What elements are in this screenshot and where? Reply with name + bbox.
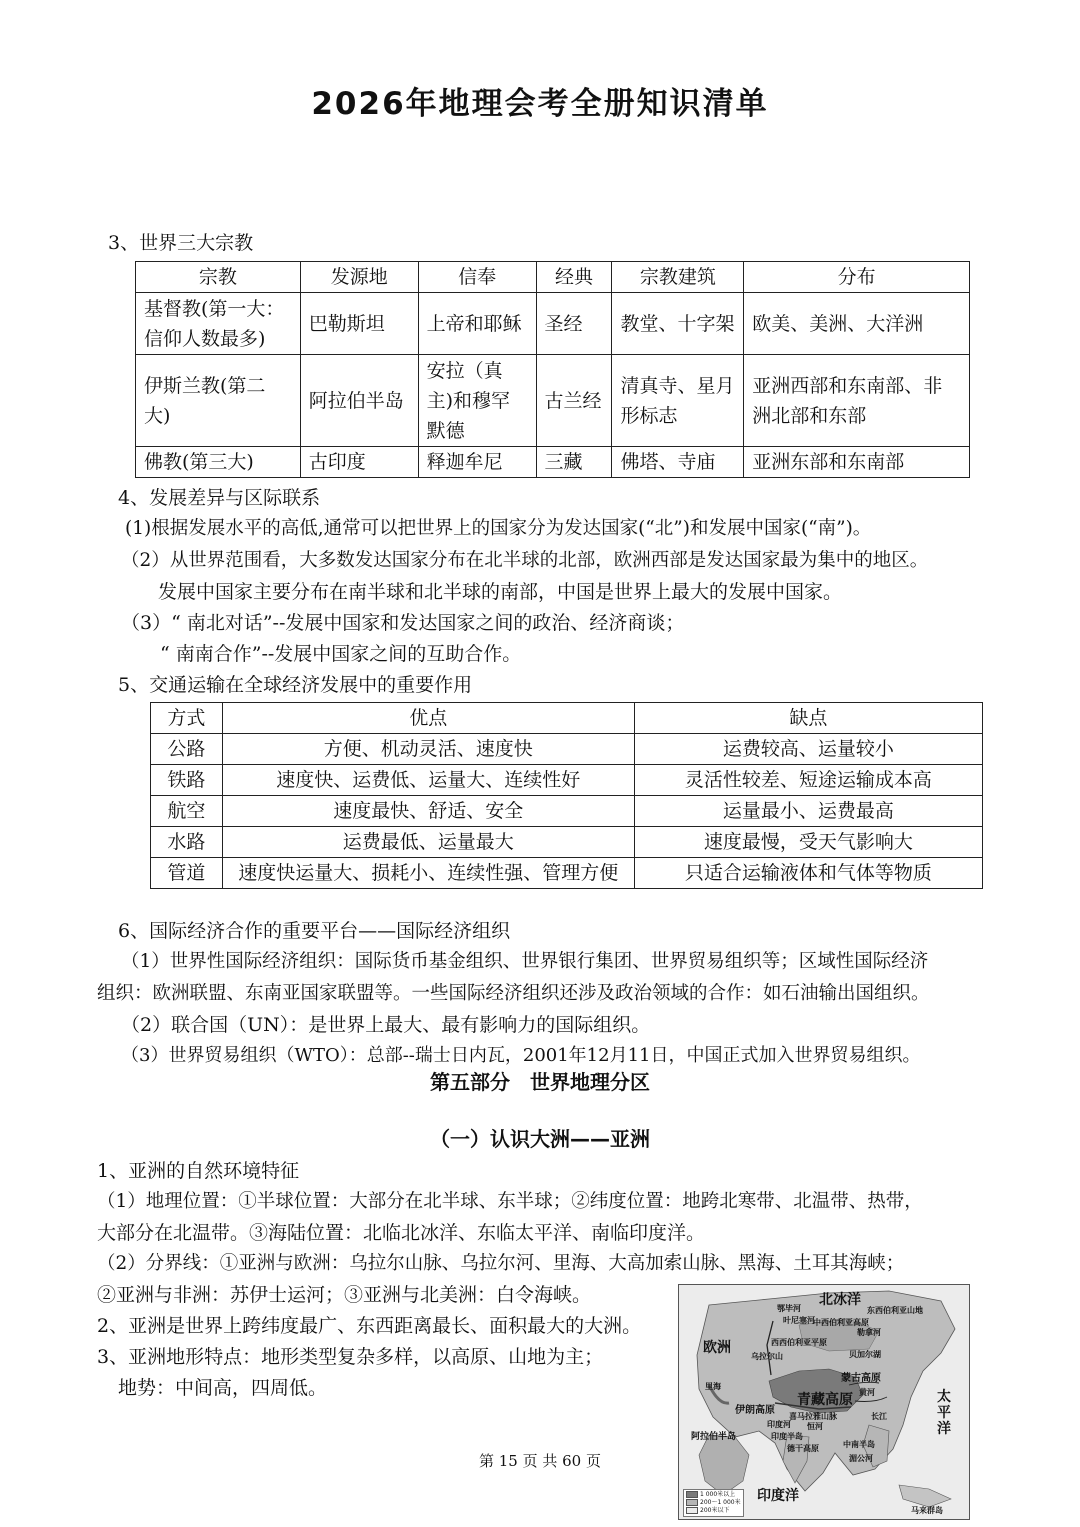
map-label: 喜马拉雅山脉 xyxy=(789,1412,837,1421)
header-pros: 优点 xyxy=(222,703,634,734)
cell: 管道 xyxy=(151,858,223,889)
header-building: 宗教建筑 xyxy=(612,262,744,293)
transport-table xyxy=(150,702,983,889)
map-label: 印度半岛 xyxy=(771,1432,803,1441)
cell: 速度快运量大、损耗小、连续性强、管理方便 xyxy=(222,858,634,889)
asia-line: 大部分在北温带。③海陆位置：北临北冰洋、东临太平洋、南临印度洋。 xyxy=(97,1222,706,1244)
map-label: 勒拿河 xyxy=(857,1328,881,1337)
cell: 速度快、运费低、运量大、连续性好 xyxy=(222,765,634,796)
table-row xyxy=(151,765,983,796)
asia-line: 3、亚洲地形特点：地形类型复杂多样，以高原、山地为主； xyxy=(97,1346,604,1368)
header-cons: 缺点 xyxy=(634,703,982,734)
cell: 欧美、美洲、大洋洲 xyxy=(744,293,970,355)
table-row xyxy=(136,447,970,478)
cell: 速度最快、舒适、安全 xyxy=(222,796,634,827)
map-label: 叶尼塞河 xyxy=(783,1316,815,1325)
asia-map xyxy=(678,1284,970,1520)
asia-line: （1）地理位置：①半球位置：大部分在北半球、东半球；②纬度位置：地跨北寒带、北温带、热带， xyxy=(97,1191,923,1212)
map-label: 阿拉伯半岛 xyxy=(691,1432,737,1442)
map-label: 太平洋 xyxy=(937,1389,951,1437)
cell: 基督教(第一大：信仰人数最多) xyxy=(136,293,301,355)
cell: 圣经 xyxy=(536,293,612,355)
cell: 古印度 xyxy=(300,447,418,478)
map-label: 恒河 xyxy=(807,1422,823,1431)
cell: 灵活性较差、短途运输成本高 xyxy=(634,765,982,796)
header-mode: 方式 xyxy=(151,703,223,734)
cell: 航空 xyxy=(151,796,223,827)
table-row xyxy=(151,827,983,858)
map-label: 湄公河 xyxy=(849,1454,873,1463)
cell: 只适合运输液体和气体等物质 xyxy=(634,858,982,889)
cell: 公路 xyxy=(151,734,223,765)
cell: 水路 xyxy=(151,827,223,858)
map-label: 蒙古高原 xyxy=(841,1373,881,1384)
cell: 三藏 xyxy=(536,447,612,478)
sec3-heading: 3、世界三大宗教 xyxy=(108,232,254,254)
cell: 伊斯兰教(第二大) xyxy=(136,355,301,447)
cell: 方便、机动灵活、速度快 xyxy=(222,734,634,765)
cell: 铁路 xyxy=(151,765,223,796)
cell: 亚洲东部和东南部 xyxy=(744,447,970,478)
map-legend xyxy=(683,1489,744,1517)
legend-item: 200～1 000米 xyxy=(700,1499,741,1506)
cell: 上帝和耶稣 xyxy=(418,293,536,355)
table-row xyxy=(151,858,983,889)
cell: 教堂、十字架 xyxy=(612,293,744,355)
cell: 亚洲西部和东南部、非洲北部和东部 xyxy=(744,355,970,447)
table-row xyxy=(136,355,970,447)
asia-line: 2、亚洲是世界上跨纬度最广、东西距离最长、面积最大的大洲。 xyxy=(97,1315,642,1337)
map-label: 黄河 xyxy=(859,1388,875,1397)
transport-header-row xyxy=(151,703,983,734)
sec6-line: （3）世界贸易组织（WTO）：总部--瑞士日内瓦，2001年12月11日，中国正式加入世界贸易组织。 xyxy=(121,1045,921,1066)
map-label: 印度洋 xyxy=(757,1488,799,1504)
header-religion: 宗教 xyxy=(136,262,301,293)
religion-table xyxy=(135,261,970,478)
cell: 释迦牟尼 xyxy=(418,447,536,478)
cell: 运费较高、运量较小 xyxy=(634,734,982,765)
sec6-line: （2）联合国（UN）：是世界上最大、最有影响力的国际组织。 xyxy=(121,1014,651,1036)
map-label: 贝加尔湖 xyxy=(849,1350,881,1359)
cell: 运费最低、运量最大 xyxy=(222,827,634,858)
sec4-line: 发展中国家主要分布在南半球和北半球的南部，中国是世界上最大的发展中国家。 xyxy=(158,581,843,603)
map-label: 伊朗高原 xyxy=(735,1405,775,1416)
header-distribution: 分布 xyxy=(744,262,970,293)
map-label: 东西伯利亚山地 xyxy=(867,1306,923,1315)
sec5-heading: 5、交通运输在全球经济发展中的重要作用 xyxy=(118,674,473,696)
page-title: 2026年地理会考全册知识清单 xyxy=(311,86,769,122)
header-origin: 发源地 xyxy=(300,262,418,293)
asia-line: （2）分界线：①亚洲与欧洲：乌拉尔山脉、乌拉尔河、里海、大高加索山脉、黑海、土耳其海峡； xyxy=(97,1253,905,1274)
map-label: 德干高原 xyxy=(787,1444,819,1453)
cell: 古兰经 xyxy=(536,355,612,447)
sec4-line: （2）从世界范围看，大多数发达国家分布在北半球的北部，欧洲西部是发达国家最为集中的地区。 xyxy=(121,550,929,571)
cell: 运量最小、运费最高 xyxy=(634,796,982,827)
legend-item: 200米以下 xyxy=(700,1507,730,1514)
sec6-heading: 6、国际经济合作的重要平台——国际经济组织 xyxy=(118,920,511,942)
map-label: 长江 xyxy=(871,1412,887,1421)
legend-item: 1 000米以上 xyxy=(700,1491,736,1498)
part-title: 第五部分 世界地理分区 xyxy=(430,1070,650,1094)
map-label: 里海 xyxy=(705,1382,721,1391)
asia-title: （一）认识大洲——亚洲 xyxy=(430,1127,650,1151)
sec6-line: （1）世界性国际经济组织：国际货币基金组织、世界银行集团、世界贸易组织等；区域性国际经济 xyxy=(121,951,929,972)
page-footer: 第 15 页 共 60 页 xyxy=(478,1452,601,1470)
map-label: 马来群岛 xyxy=(911,1506,943,1515)
cell: 速度最慢，受天气影响大 xyxy=(634,827,982,858)
map-label: 鄂毕河 xyxy=(777,1304,801,1313)
map-label: 北冰洋 xyxy=(819,1292,861,1308)
map-label: 欧洲 xyxy=(703,1340,731,1356)
map-label: 西西伯利亚平原 xyxy=(771,1338,827,1347)
cell: 阿拉伯半岛 xyxy=(300,355,418,447)
map-label: 中西伯利亚高原 xyxy=(813,1318,869,1327)
sec4-line: “ 南南合作”--发展中国家之间的互助合作。 xyxy=(160,643,522,665)
sec4-heading: 4、发展差异与区际联系 xyxy=(118,487,321,509)
map-label: 印度河 xyxy=(767,1420,791,1429)
cell: 佛教(第三大) xyxy=(136,447,301,478)
asia-line: ②亚洲与非洲：苏伊士运河；③亚洲与北美洲：白令海峡。 xyxy=(97,1284,592,1306)
cell: 清真寺、星月形标志 xyxy=(612,355,744,447)
sec4-line: （3）“ 南北对话”--发展中国家和发达国家之间的政治、经济商谈； xyxy=(121,612,685,634)
sec4-line: (1)根据发展水平的高低,通常可以把世界上的国家分为发达国家(“北”)和发展中国家(“南”)。 xyxy=(125,518,872,539)
cell: 安拉（真主)和穆罕默德 xyxy=(418,355,536,447)
cell: 佛塔、寺庙 xyxy=(612,447,744,478)
header-scripture: 经典 xyxy=(536,262,612,293)
sec6-line: 组织：欧洲联盟、东南亚国家联盟等。一些国际经济组织还涉及政治领域的合作：如石油输出国组织。 xyxy=(97,983,930,1004)
table-row xyxy=(151,734,983,765)
cell: 巴勒斯坦 xyxy=(300,293,418,355)
asia-line: 1、亚洲的自然环境特征 xyxy=(97,1160,300,1182)
religion-header-row xyxy=(136,262,970,293)
map-label: 青藏高原 xyxy=(797,1392,853,1408)
header-worship: 信奉 xyxy=(418,262,536,293)
map-label: 乌拉尔山 xyxy=(751,1352,783,1361)
table-row xyxy=(136,293,970,355)
asia-line: 地势：中间高，四周低。 xyxy=(118,1377,328,1399)
table-row xyxy=(151,796,983,827)
map-label: 中南半岛 xyxy=(843,1440,875,1449)
